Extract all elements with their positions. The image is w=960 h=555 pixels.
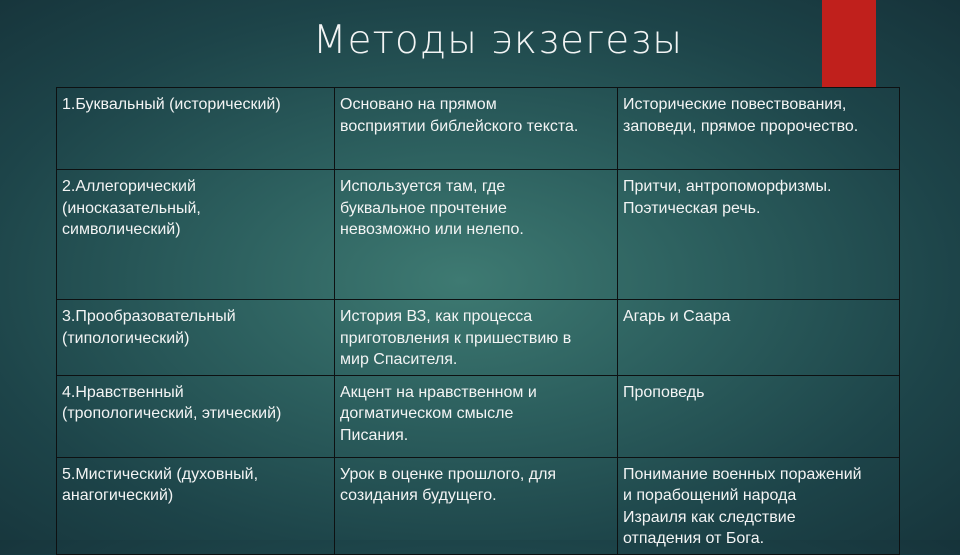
table-row	[57, 170, 900, 300]
slide-title: Методы экзегезы	[312, 18, 684, 63]
examples-cell: Агарь и Саара	[618, 300, 900, 376]
table-row	[57, 88, 900, 170]
description-cell: История ВЗ, как процесса приготовления к пришествию в мир Спасителя.	[335, 300, 618, 376]
examples-cell: Притчи, антропоморфизмы. Поэтическая речь.	[618, 170, 900, 300]
methods-table	[56, 87, 900, 555]
description-cell: Акцент на нравственном и догматическом смысле Писания.	[335, 375, 618, 457]
table-row	[57, 457, 900, 554]
description-cell: Основано на прямом восприятии библейского текста.	[335, 88, 618, 170]
description-cell: Урок в оценке прошлого, для созидания будущего.	[335, 457, 618, 554]
examples-cell: Исторические повествования, заповеди, прямое пророчество.	[618, 88, 900, 170]
examples-cell: Проповедь	[618, 375, 900, 457]
examples-cell: Понимание военных поражений и порабощений народа Израиля как следствие отпадения от Бога.	[618, 457, 900, 554]
method-cell: 3.Прообразовательный (типологический)	[57, 300, 335, 376]
method-cell: 5.Мистический (духовный, анагогический)	[57, 457, 335, 554]
method-cell: 1.Буквальный (исторический)	[57, 88, 335, 170]
table-row	[57, 300, 900, 376]
description-cell: Используется там, где буквальное прочтение невозможно или нелепо.	[335, 170, 618, 300]
table-row	[57, 375, 900, 457]
method-cell: 4.Нравственный (тропологический, этический)	[57, 375, 335, 457]
method-cell: 2.Аллегорический (иносказательный, символический)	[57, 170, 335, 300]
